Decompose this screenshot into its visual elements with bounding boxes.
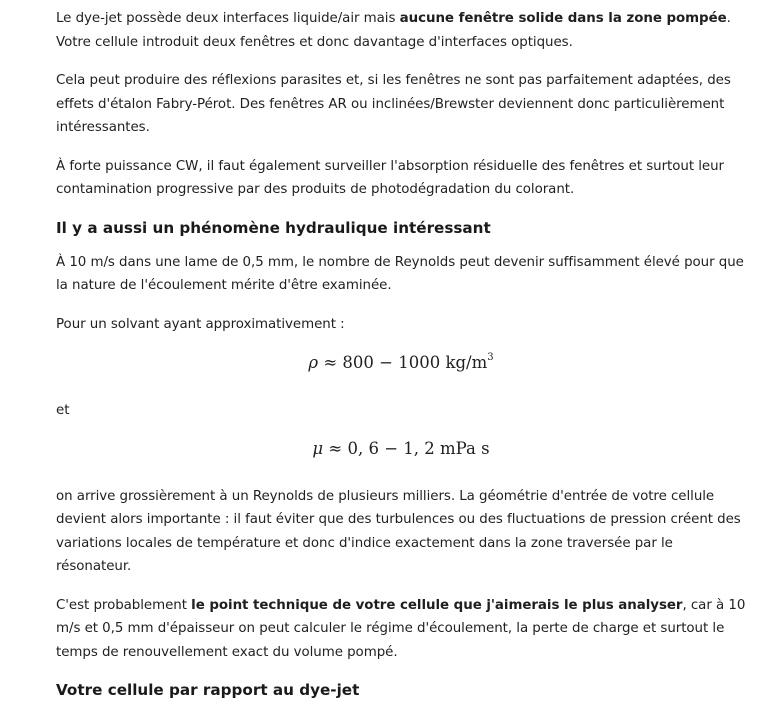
section-heading-comparaison: Votre cellule par rapport au dye-jet [56,681,360,699]
bold-phrase: le point technique de votre cellule que j'aimerais le plus analyser [191,597,683,613]
paragraph-text: Le dye-jet possède deux interfaces liquide/air mais [56,11,400,26]
paragraph-interfaces [56,7,746,54]
bold-phrase: aucune fenêtre solide dans la zone pompée [399,11,727,26]
paragraph-et: et [56,403,70,418]
message-content [56,7,746,713]
paragraph-solvant: Pour un solvant ayant approximativement : [56,316,345,332]
math-expression: ≈ 800 − 1000 kg/m [318,353,488,372]
math-exponent: 3 [487,352,494,363]
equation-viscosity [56,437,746,461]
math-expression: ≈ 0, 6 − 1, 2 mPa s [323,438,490,458]
math-symbol: ρ [308,353,319,372]
paragraph-geometrie: on arrive grossièrement à un Reynolds de plusieurs milliers. La géométrie d'entrée de votre cellule devient alors importante : il faut éviter que des turbulences ou des fluctuations de pression créent des variations locales de température et donc d'indice exactement dans la zone traversée par le résonateur. [56,488,741,574]
math-symbol: μ [312,438,324,458]
paragraph-absorption: À forte puissance CW, il faut également surveiller l'absorption résiduelle des fenêtres et surtout leur contamination progressive par des produits de photodégradation du colorant. [56,158,724,197]
paragraph-reflexions: Cela peut produire des réflexions parasites et, si les fenêtres ne sont pas parfaitement adaptées, des effets d'étalon Fabry-Pérot. Des fenêtres AR ou inclinées/Brewster deviennent donc particulièrement intéressantes. [56,73,731,135]
paragraph-text: C'est probablement [56,597,192,613]
paragraph-text: . Votre cellule introduit deux fenêtres et donc davantage d'interfaces optiques. [56,11,731,50]
equation-density [56,351,746,375]
paragraph-reynolds: À 10 m/s dans une lame de 0,5 mm, le nombre de Reynolds peut devenir suffisamment élevé pour que la nature de l'écoulement mérite d'être examinée. [56,254,744,293]
paragraph-point-technique [56,594,746,665]
paragraph-text: , car à 10 m/s et 0,5 mm d'épaisseur on peut calculer le régime d'écoulement, la perte de charge et surtout le temps de renouvellement exact du volume pompé. [56,597,746,660]
section-heading-hydraulique: Il y a aussi un phénomène hydraulique intéressant [56,218,491,237]
